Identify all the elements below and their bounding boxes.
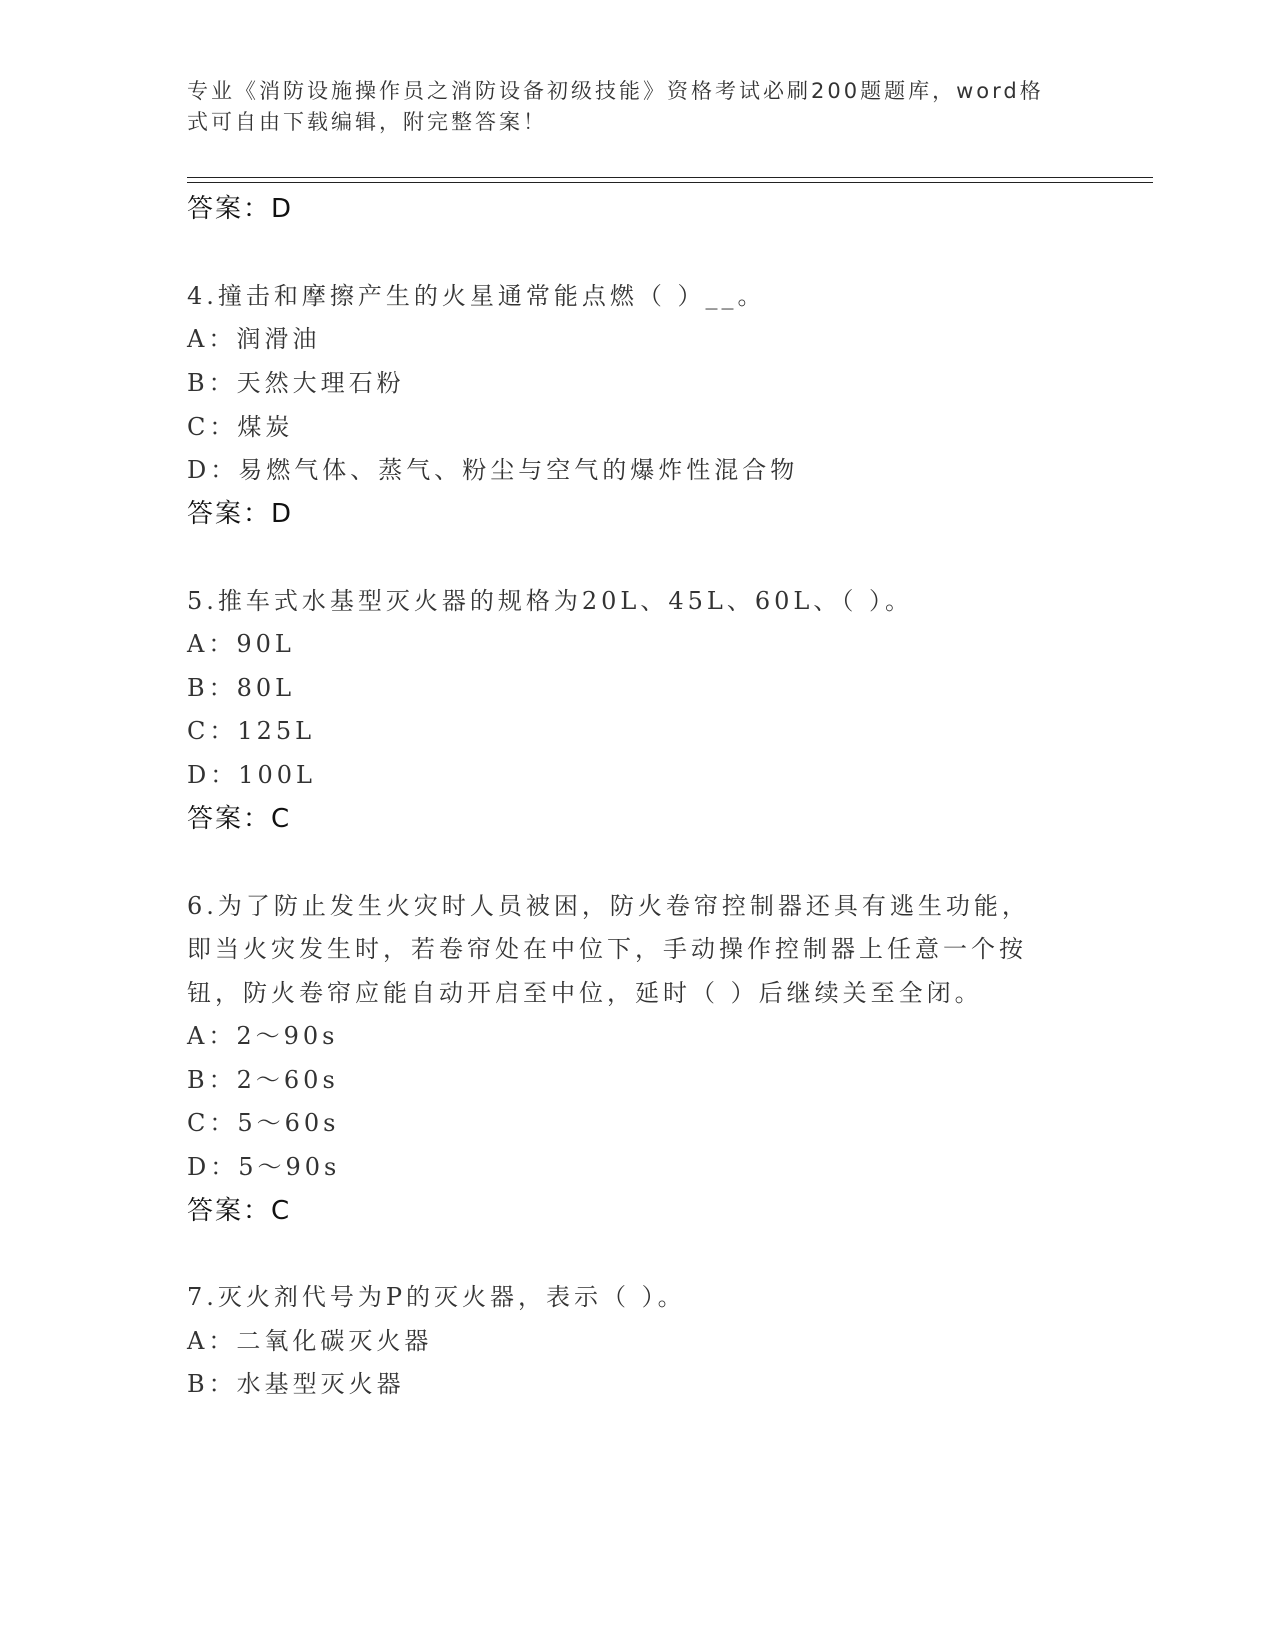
previous-answer: 答案：D: [187, 194, 294, 224]
question-4-stem: 4.撞击和摩擦产生的火星通常能点燃（ ）__。: [187, 282, 766, 310]
header-line-1: 专业《消防设施操作员之消防设备初级技能》资格考试必刷200题题库，word格: [187, 79, 1044, 103]
question-4-option-c: C：煤炭: [187, 413, 294, 441]
question-5-stem: 5.推车式水基型灭火器的规格为20L、45L、60L、（ ）。: [187, 587, 913, 615]
header-divider-top: [187, 177, 1153, 178]
question-7-option-a: A：二氧化碳灭火器: [187, 1327, 433, 1355]
question-6-stem-line-3: 钮，防火卷帘应能自动开启至中位，延时（ ）后继续关至全闭。: [187, 979, 983, 1007]
question-6-option-c: C：5～60s: [187, 1109, 340, 1137]
question-6-stem-line-2: 即当火灾发生时，若卷帘处在中位下，手动操作控制器上任意一个按: [187, 935, 1027, 963]
question-5-answer: 答案：C: [187, 804, 292, 834]
question-4-option-a: A：润滑油: [187, 325, 321, 353]
question-5-option-b: B：80L: [187, 674, 296, 702]
question-6-option-a: A：2～90s: [187, 1022, 339, 1050]
question-5-option-a: A：90L: [187, 630, 295, 658]
question-6-stem-line-1: 6.为了防止发生火灾时人员被困，防火卷帘控制器还具有逃生功能，: [187, 892, 1030, 920]
question-5-option-c: C：125L: [187, 717, 316, 745]
question-4-answer: 答案：D: [187, 499, 294, 529]
header-line-2: 式可自由下载编辑，附完整答案！: [187, 110, 547, 134]
question-7-option-b: B：水基型灭火器: [187, 1370, 405, 1398]
question-4-option-b: B：天然大理石粉: [187, 369, 405, 397]
question-7-stem: 7.灭火剂代号为P的灭火器，表示（ ）。: [187, 1283, 686, 1311]
question-6-option-d: D：5～90s: [187, 1153, 341, 1181]
question-6-answer: 答案：C: [187, 1196, 292, 1226]
question-5-option-d: D：100L: [187, 761, 316, 789]
question-6-option-b: B：2～60s: [187, 1066, 339, 1094]
question-4-option-d: D：易燃气体、蒸气、粉尘与空气的爆炸性混合物: [187, 456, 799, 484]
header-divider-bottom: [187, 182, 1153, 183]
document-header: [187, 76, 1067, 138]
